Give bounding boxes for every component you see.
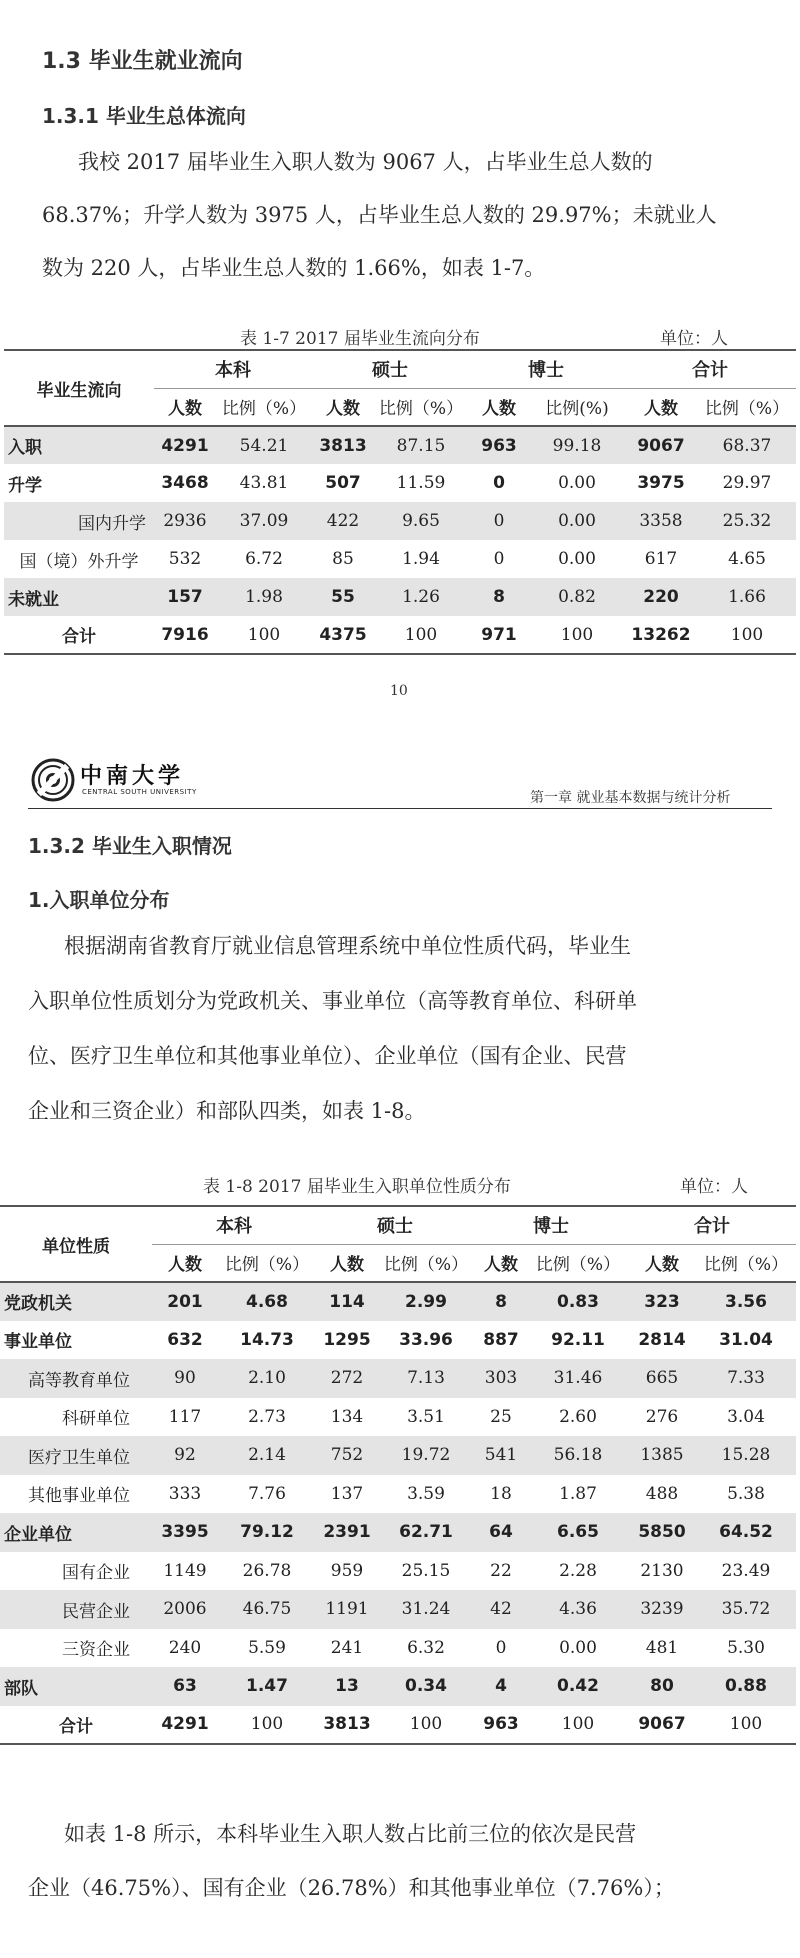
- table-1-7-group: 合计: [624, 350, 796, 388]
- cell: 959: [330, 1560, 364, 1581]
- cell: 13262: [624, 616, 698, 654]
- cell: 3.51: [407, 1406, 445, 1427]
- table-row: [4, 540, 796, 578]
- cell: 201: [152, 1282, 218, 1321]
- row-label: 企业单位: [0, 1513, 152, 1552]
- cell: 6.65: [528, 1513, 628, 1552]
- cell: 2391: [316, 1513, 378, 1552]
- cell: 87.15: [374, 426, 468, 464]
- row-label: 其他事业单位: [28, 1486, 130, 1507]
- table-1-7-subheader: 人数: [312, 388, 374, 426]
- table-1-7-group: 硕士: [312, 350, 468, 388]
- cell: 19.72: [378, 1436, 474, 1475]
- cell: 100: [696, 1706, 796, 1745]
- row-label: 合计: [4, 616, 154, 654]
- table-row: [0, 1590, 796, 1629]
- paragraph-1-line-1: 我校 2017 届毕业生入职人数为 9067 人，占毕业生总人数的: [78, 150, 653, 174]
- table-row: [0, 1475, 796, 1514]
- table-row: [4, 426, 796, 464]
- row-label: 国（境）外升学: [19, 551, 139, 572]
- cell: 665: [628, 1359, 696, 1398]
- cell: 4291: [154, 426, 216, 464]
- paragraph-3-line-2: 企业（46.75%）、国有企业（26.78%）和其他事业单位（7.76%）；: [28, 1876, 675, 1900]
- cell: 3395: [152, 1513, 218, 1552]
- table-1-8-subheader: 人数: [474, 1244, 528, 1282]
- cell: 9.65: [374, 502, 468, 540]
- cell: 7.76: [248, 1483, 286, 1504]
- cell: 2.28: [559, 1560, 597, 1581]
- cell: 100: [216, 616, 312, 654]
- cell: 68.37: [698, 426, 796, 464]
- table-row: [0, 1398, 796, 1437]
- cell: 3468: [161, 473, 209, 493]
- cell: 100: [378, 1706, 474, 1745]
- table-1-8-subheader: 比例（%）: [696, 1244, 796, 1282]
- cell: 8: [474, 1282, 528, 1321]
- cell: 5850: [628, 1513, 696, 1552]
- cell: 3813: [316, 1706, 378, 1745]
- cell: 4: [474, 1667, 528, 1706]
- cell: 23.49: [721, 1560, 771, 1581]
- table-1-8-group: 合计: [628, 1206, 796, 1244]
- cell: 2.73: [248, 1406, 286, 1427]
- cell: 2.99: [378, 1282, 474, 1321]
- table-1-7-caption: 表 1-7 2017 届毕业生流向分布: [240, 329, 480, 349]
- cell: 4.36: [528, 1590, 628, 1629]
- row-label: 未就业: [4, 578, 154, 616]
- cell: 31.46: [528, 1359, 628, 1398]
- row-label: 民营企业: [0, 1590, 152, 1629]
- cell: 9067: [628, 1706, 696, 1745]
- cell: 3239: [628, 1590, 696, 1629]
- paragraph-3-line-1: 如表 1-8 所示，本科毕业生入职人数占比前三位的依次是民营: [64, 1822, 637, 1846]
- cell: 31.04: [719, 1329, 773, 1350]
- cell: 33.96: [399, 1329, 453, 1350]
- cell: 1385: [628, 1436, 696, 1475]
- cell: 25: [490, 1406, 512, 1427]
- cell: 18: [490, 1483, 512, 1504]
- cell: 37.09: [216, 502, 312, 540]
- cell: 114: [316, 1282, 378, 1321]
- cell: 0: [468, 502, 530, 540]
- cell: 4375: [312, 616, 374, 654]
- cell: 117: [168, 1406, 202, 1427]
- cell: 3975: [637, 473, 685, 493]
- row-label: 入职: [4, 426, 154, 464]
- cell: 31.24: [378, 1590, 474, 1629]
- cell: 1.26: [374, 578, 468, 616]
- table-row: [0, 1321, 796, 1360]
- cell: 422: [312, 502, 374, 540]
- row-label: 高等教育单位: [0, 1359, 152, 1398]
- table-row-total: [4, 616, 796, 654]
- cell: 6.32: [407, 1637, 445, 1658]
- cell: 0.88: [696, 1667, 796, 1706]
- cell: 272: [316, 1359, 378, 1398]
- row-label: 合计: [0, 1706, 152, 1745]
- table-row-total: [0, 1706, 796, 1745]
- cell: 85: [332, 549, 354, 569]
- table-1-8-subheader: 比例（%）: [378, 1244, 474, 1282]
- section-heading-1-3-1: 1.3.1 毕业生总体流向: [42, 104, 246, 128]
- table-row: [4, 464, 796, 502]
- cell: 5.30: [727, 1637, 765, 1658]
- cell: 241: [330, 1637, 364, 1658]
- cell: 2814: [638, 1329, 686, 1350]
- cell: 54.21: [216, 426, 312, 464]
- table-1-8-row-header: 单位性质: [0, 1206, 152, 1282]
- table-1-8: [0, 1205, 796, 1745]
- cell: 2130: [640, 1560, 684, 1581]
- cell: 3.59: [407, 1483, 445, 1504]
- cell: 617: [644, 549, 678, 569]
- table-row: [0, 1552, 796, 1591]
- table-1-8-subheader: 比例（%）: [218, 1244, 316, 1282]
- table-1-8-subheader: 人数: [628, 1244, 696, 1282]
- table-row: [0, 1629, 796, 1668]
- cell: 532: [168, 549, 202, 569]
- cell: 0.83: [528, 1282, 628, 1321]
- cell: 481: [645, 1637, 679, 1658]
- cell: 9067: [624, 426, 698, 464]
- cell: 752: [316, 1436, 378, 1475]
- table-1-8-subheader: 人数: [316, 1244, 378, 1282]
- paragraph-1-line-2: 68.37%；升学人数为 3975 人，占毕业生总人数的 29.97%；未就业人: [42, 203, 717, 227]
- cell: 507: [325, 473, 361, 493]
- cell: 541: [474, 1436, 528, 1475]
- cell: 632: [167, 1329, 203, 1350]
- table-1-7-unit: 单位：人: [660, 329, 728, 349]
- cell: 100: [530, 616, 624, 654]
- cell: 7916: [154, 616, 216, 654]
- table-1-8-caption: 表 1-8 2017 届毕业生入职单位性质分布: [203, 1177, 511, 1197]
- table-1-8-group: 本科: [152, 1206, 316, 1244]
- seal-icon: [30, 757, 76, 803]
- cell: 971: [468, 616, 530, 654]
- table-1-8-group: 硕士: [316, 1206, 474, 1244]
- table-row: [0, 1513, 796, 1552]
- cell: 100: [698, 616, 796, 654]
- cell: 1.47: [218, 1667, 316, 1706]
- cell: 25.15: [401, 1560, 451, 1581]
- table-1-7-subheader: 比例(%): [530, 388, 624, 426]
- row-label: 升学: [8, 475, 42, 496]
- cell: 2.60: [559, 1406, 597, 1427]
- cell: 1191: [316, 1590, 378, 1629]
- row-label: 国内升学: [4, 502, 154, 540]
- row-label: 党政机关: [0, 1282, 152, 1321]
- cell: 8: [468, 578, 530, 616]
- cell: 1149: [163, 1560, 207, 1581]
- cell: 14.73: [240, 1329, 294, 1350]
- cell: 2.10: [218, 1359, 316, 1398]
- cell: 0: [495, 1637, 507, 1658]
- cell: 13: [316, 1667, 378, 1706]
- cell: 43.81: [239, 473, 289, 493]
- cell: 100: [374, 616, 468, 654]
- section-heading-1-3: 1.3 毕业生就业流向: [42, 49, 243, 74]
- cell: 4.68: [218, 1282, 316, 1321]
- cell: 137: [330, 1483, 364, 1504]
- cell: 3.56: [696, 1282, 796, 1321]
- cell: 55: [312, 578, 374, 616]
- cell: 5.59: [248, 1637, 286, 1658]
- cell: 100: [528, 1706, 628, 1745]
- cell: 3.04: [727, 1406, 765, 1427]
- cell: 240: [168, 1637, 202, 1658]
- table-1-8-unit: 单位：人: [680, 1177, 748, 1197]
- cell: 963: [474, 1706, 528, 1745]
- cell: 0.82: [530, 578, 624, 616]
- table-1-7-subheader: 人数: [154, 388, 216, 426]
- cell: 63: [152, 1667, 218, 1706]
- cell: 42: [474, 1590, 528, 1629]
- cell: 4.65: [728, 549, 766, 569]
- row-label: 三资企业: [62, 1640, 130, 1661]
- cell: 29.97: [722, 473, 772, 493]
- table-1-7: [4, 349, 796, 655]
- page-number: 10: [390, 683, 408, 699]
- cell: 303: [474, 1359, 528, 1398]
- table-1-7-row-header: 毕业生流向: [4, 350, 154, 426]
- cell: 3813: [312, 426, 374, 464]
- header-divider: [28, 808, 772, 809]
- row-label: 科研单位: [62, 1409, 130, 1430]
- row-label: 事业单位: [4, 1332, 72, 1353]
- row-label: 国有企业: [62, 1563, 130, 1584]
- cell: 0.00: [559, 1637, 597, 1658]
- table-1-7-subheader: 比例（%）: [698, 388, 796, 426]
- cell: 1.87: [559, 1483, 597, 1504]
- logo-text: 中南大学: [80, 763, 185, 789]
- cell: 0.34: [378, 1667, 474, 1706]
- paragraph-1-line-3: 数为 220 人，占毕业生总人数的 1.66%，如表 1-7。: [42, 256, 546, 280]
- cell: 2936: [154, 502, 216, 540]
- row-label: 医疗卫生单位: [0, 1436, 152, 1475]
- cell: 2006: [152, 1590, 218, 1629]
- cell: 90: [152, 1359, 218, 1398]
- table-1-8-subheader: 比例（%）: [528, 1244, 628, 1282]
- chapter-header: 第一章 就业基本数据与统计分析: [530, 790, 731, 806]
- cell: 0: [493, 473, 505, 493]
- cell: 157: [154, 578, 216, 616]
- cell: 22: [490, 1560, 512, 1581]
- table-row: [0, 1667, 796, 1706]
- table-row: [0, 1436, 796, 1475]
- cell: 488: [645, 1483, 679, 1504]
- table-row: [4, 578, 796, 616]
- university-logo: [30, 757, 200, 803]
- cell: 100: [218, 1706, 316, 1745]
- cell: 0: [493, 549, 505, 569]
- cell: 4291: [152, 1706, 218, 1745]
- section-heading-1-3-2: 1.3.2 毕业生入职情况: [28, 834, 232, 858]
- cell: 2.14: [218, 1436, 316, 1475]
- paragraph-2-line-1: 根据湖南省教育厅就业信息管理系统中单位性质代码，毕业生: [64, 934, 631, 958]
- cell: 1.94: [402, 549, 440, 569]
- table-1-7-group: 本科: [154, 350, 312, 388]
- table-1-7-subheader: 比例（%）: [216, 388, 312, 426]
- cell: 1.66: [698, 578, 796, 616]
- cell: 25.32: [698, 502, 796, 540]
- table-1-7-subheader: 人数: [468, 388, 530, 426]
- cell: 7.33: [696, 1359, 796, 1398]
- cell: 0.00: [558, 473, 596, 493]
- table-row: [0, 1359, 796, 1398]
- table-1-8-subheader: 人数: [152, 1244, 218, 1282]
- subsection-heading: 1.入职单位分布: [28, 888, 170, 912]
- cell: 64.52: [696, 1513, 796, 1552]
- table-1-7-subheader: 比例（%）: [374, 388, 468, 426]
- table-1-7-subheader: 人数: [624, 388, 698, 426]
- cell: 1295: [323, 1329, 371, 1350]
- cell: 79.12: [218, 1513, 316, 1552]
- cell: 333: [168, 1483, 202, 1504]
- paragraph-2-line-3: 位、医疗卫生单位和其他事业单位）、企业单位（国有企业、民营: [28, 1044, 627, 1068]
- cell: 26.78: [242, 1560, 292, 1581]
- paragraph-2-line-2: 入职单位性质划分为党政机关、事业单位（高等教育单位、科研单: [28, 989, 637, 1013]
- table-row: [4, 502, 796, 540]
- paragraph-2-line-4: 企业和三资企业）和部队四类，如表 1-8。: [28, 1099, 426, 1123]
- cell: 323: [628, 1282, 696, 1321]
- table-1-8-group: 博士: [474, 1206, 628, 1244]
- table-1-7-group: 博士: [468, 350, 624, 388]
- cell: 92.11: [551, 1329, 605, 1350]
- cell: 220: [624, 578, 698, 616]
- cell: 80: [628, 1667, 696, 1706]
- cell: 92: [152, 1436, 218, 1475]
- cell: 99.18: [530, 426, 624, 464]
- cell: 0.00: [530, 502, 624, 540]
- cell: 56.18: [528, 1436, 628, 1475]
- cell: 64: [474, 1513, 528, 1552]
- cell: 46.75: [218, 1590, 316, 1629]
- cell: 3358: [624, 502, 698, 540]
- cell: 1.98: [216, 578, 312, 616]
- cell: 5.38: [727, 1483, 765, 1504]
- cell: 62.71: [378, 1513, 474, 1552]
- cell: 134: [330, 1406, 364, 1427]
- row-label: 部队: [0, 1667, 152, 1706]
- cell: 15.28: [696, 1436, 796, 1475]
- logo-subtext: CENTRAL SOUTH UNIVERSITY: [82, 788, 197, 796]
- cell: 6.72: [245, 549, 283, 569]
- cell: 35.72: [696, 1590, 796, 1629]
- cell: 7.13: [378, 1359, 474, 1398]
- table-row: [0, 1282, 796, 1321]
- cell: 0.42: [528, 1667, 628, 1706]
- cell: 963: [468, 426, 530, 464]
- cell: 11.59: [396, 473, 446, 493]
- cell: 276: [645, 1406, 679, 1427]
- cell: 0.00: [558, 549, 596, 569]
- cell: 887: [483, 1329, 519, 1350]
